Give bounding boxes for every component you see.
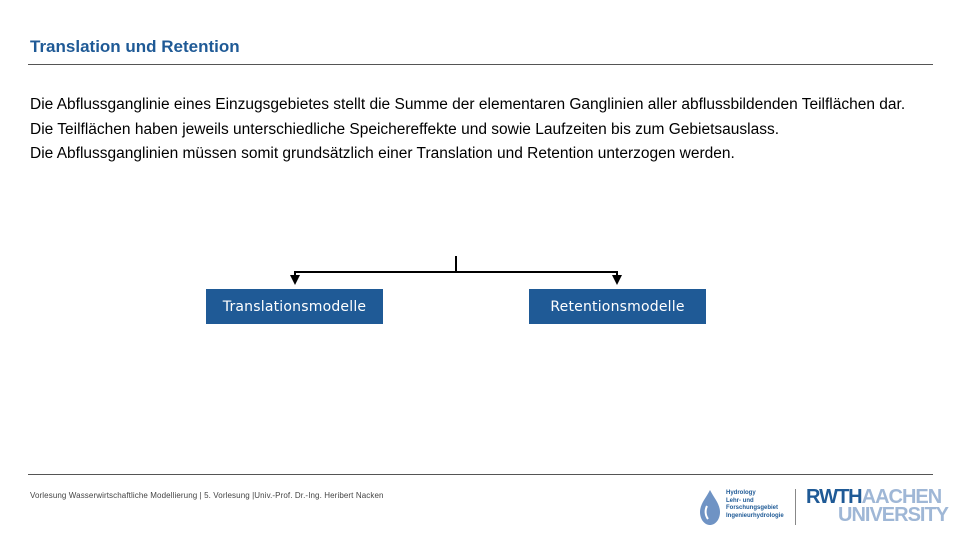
rwth-logo-aachen: AACHEN: [861, 486, 942, 508]
hydrology-logo-text: [726, 490, 784, 520]
rwth-logo-university: UNIVERSITY: [838, 504, 949, 526]
hydro-line-4: Ingenieurhydrologie: [726, 512, 784, 519]
translationsmodelle-box: Translationsmodelle: [206, 289, 383, 324]
logo-divider: [795, 489, 796, 525]
paragraph-1: Die Abflussganglinie eines Einzugsgebietes stellt die Summe der elementaren Ganglinien aller abflussbildenden Teilflächen dar.: [30, 96, 906, 113]
retentionsmodelle-box: Retentionsmodelle: [529, 289, 706, 324]
hydro-line-1: Hydrology: [726, 490, 756, 496]
hydro-line-3: Forschungsgebiet: [726, 505, 779, 511]
footer-text: Vorlesung Wasserwirtschaftliche Modellierung | 5. Vorlesung |Univ.-Prof. Dr.-Ing. Heribert Nacken: [30, 491, 384, 500]
rwth-logo-word: RWTH: [806, 486, 862, 508]
hydro-line-2: Lehr- und: [726, 497, 754, 504]
footer-divider: [28, 474, 933, 475]
paragraph-3: Die Abflussganglinien müssen somit grundsätzlich einer Translation und Retention unterzogen werden.: [30, 145, 735, 162]
paragraph-2: Die Teilflächen haben jeweils unterschiedliche Speichereffekte und sowie Laufzeiten bis zum Gebietsauslass.: [30, 120, 780, 138]
slide-title: Translation und Retention: [30, 37, 240, 56]
rwth-logo: [806, 488, 948, 524]
